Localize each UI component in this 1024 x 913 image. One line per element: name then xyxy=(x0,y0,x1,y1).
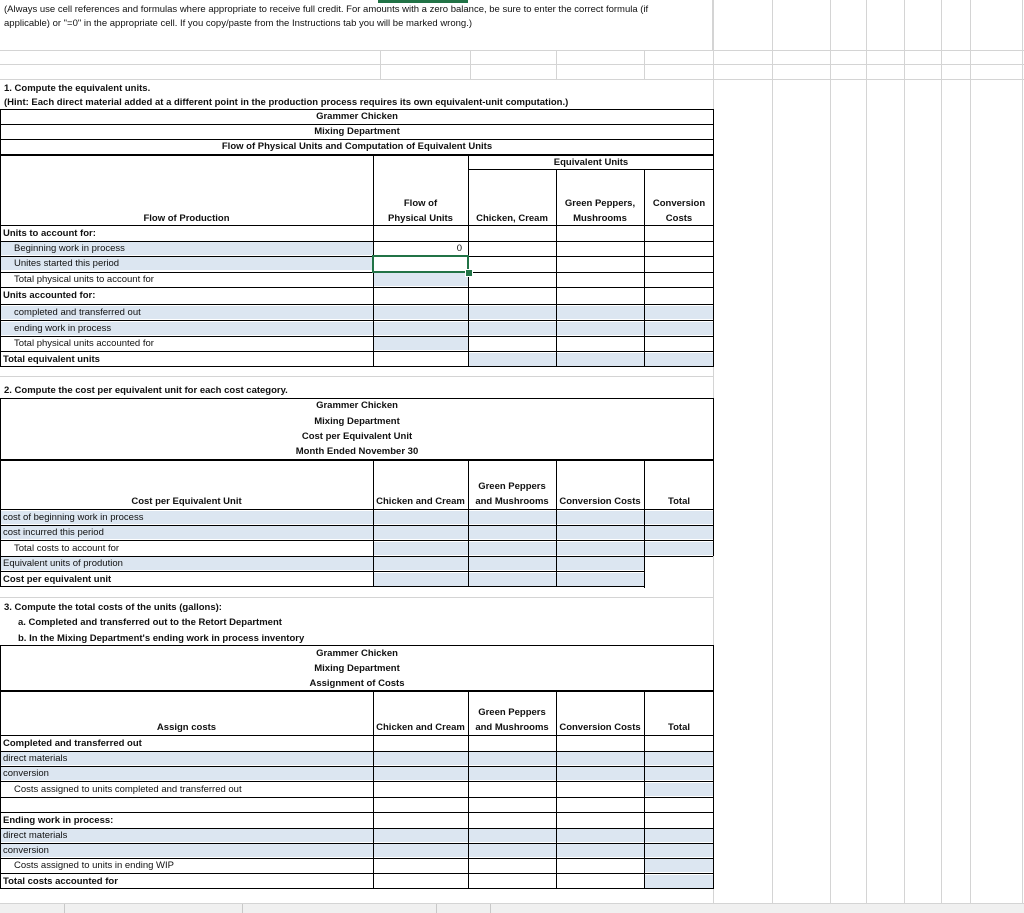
s3-sub-b: b. In the Mixing Department's ending work in process inventory xyxy=(18,633,305,644)
s3-col-green-1: Green Peppers xyxy=(478,707,546,718)
s1-cell-beginning-value[interactable]: 0 xyxy=(456,243,462,254)
s3-cell-cve-conv[interactable] xyxy=(557,844,644,857)
s2-cell-total-conv[interactable] xyxy=(557,542,644,555)
s1-heading: 1. Compute the equivalent units. xyxy=(4,83,151,94)
s3-row-assigned-ending: Costs assigned to units in ending WIP xyxy=(14,860,175,871)
s2-title: Cost per Equivalent Unit xyxy=(301,431,413,442)
s1-cell-total-phys-accounted[interactable] xyxy=(374,337,468,350)
s3-cell-assigned-ending-total[interactable] xyxy=(645,859,713,872)
s1-cell-ending-conv[interactable] xyxy=(645,322,713,335)
s1-col-conv-2: Costs xyxy=(665,213,693,224)
s2-row-total-costs: Total costs to account for xyxy=(14,543,120,554)
s2-cell-eq-conv[interactable] xyxy=(557,557,644,570)
s2-row-eq-units[interactable]: Equivalent units of prodution xyxy=(1,557,373,570)
s3-col-label: Assign costs xyxy=(156,722,217,733)
s3-col-chicken: Chicken and Cream xyxy=(376,722,465,733)
s2-col-chicken: Chicken and Cream xyxy=(376,496,465,507)
s1-row-total-eq: Total equivalent units xyxy=(3,354,100,365)
s2-row-incurred[interactable]: cost incurred this period xyxy=(1,526,373,539)
s3-title: Assignment of Costs xyxy=(309,678,405,689)
s3-col-conv: Conversion Costs xyxy=(559,722,641,733)
s2-cell-cpe-chicken[interactable] xyxy=(374,573,468,586)
s2-row-cost-per-eq: Cost per equivalent unit xyxy=(3,574,112,585)
s2-cell-total-green[interactable] xyxy=(469,542,556,555)
s1-row-total-accounted: Total physical units accounted for xyxy=(14,338,154,349)
s3-cell-cvc-total[interactable] xyxy=(645,767,713,780)
s2-cell-incurred-conv[interactable] xyxy=(557,526,644,539)
s2-col-conv: Conversion Costs xyxy=(559,496,641,507)
s1-hint: (Hint: Each direct material added at a different point in the production process requires its own equivalent-unit computation.) xyxy=(4,97,569,108)
s1-row-units-started[interactable]: Unites started this period xyxy=(1,257,373,270)
s3-cell-dme-chicken[interactable] xyxy=(374,829,468,842)
s2-col-label: Cost per Equivalent Unit xyxy=(131,496,242,507)
s3-row-conv-completed[interactable]: conversion xyxy=(1,767,373,780)
s3-row-dm-completed[interactable]: direct materials xyxy=(1,752,373,765)
s1-col-phys-1: Flow of xyxy=(403,198,438,209)
s3-cell-cve-green[interactable] xyxy=(469,844,556,857)
s3-col-total: Total xyxy=(668,722,690,733)
s1-col-green-2: Mushrooms xyxy=(573,213,627,224)
s1-row-beginning-wip[interactable]: Beginning work in process xyxy=(1,242,373,255)
s2-cell-begin-total[interactable] xyxy=(645,511,713,524)
instructions-box xyxy=(0,0,713,50)
s1-title: Flow of Physical Units and Computation of Equivalent Units xyxy=(221,141,493,152)
s2-cell-begin-chicken[interactable] xyxy=(374,511,468,524)
s2-cell-cpe-green[interactable] xyxy=(469,573,556,586)
s1-cell-total-eq-green[interactable] xyxy=(557,353,644,366)
s3-cell-cvc-green[interactable] xyxy=(469,767,556,780)
s2-row-beginning-cost[interactable]: cost of beginning work in process xyxy=(1,511,373,524)
s3-cell-cvc-chicken[interactable] xyxy=(374,767,468,780)
s3-cell-dme-total[interactable] xyxy=(645,829,713,842)
s1-col-flow: Flow of Production xyxy=(143,213,230,224)
s3-cell-dmc-green[interactable] xyxy=(469,752,556,765)
s1-row-units-to-account: Units to account for: xyxy=(3,228,96,239)
s2-heading: 2. Compute the cost per equivalent unit for each cost category. xyxy=(4,385,288,396)
s2-cell-eq-green[interactable] xyxy=(469,557,556,570)
s2-cell-begin-green[interactable] xyxy=(469,511,556,524)
fill-handle[interactable] xyxy=(465,269,473,277)
s3-row-ending: Ending work in process: xyxy=(3,815,114,826)
s3-cell-total-accounted[interactable] xyxy=(645,875,713,888)
s3-cell-dmc-conv[interactable] xyxy=(557,752,644,765)
s1-col-green-1: Green Peppers, xyxy=(564,198,636,209)
s3-company: Grammer Chicken xyxy=(316,648,398,659)
s3-cell-dme-green[interactable] xyxy=(469,829,556,842)
s1-col-conv-1: Conversion xyxy=(652,198,706,209)
s2-cell-total-chicken[interactable] xyxy=(374,542,468,555)
s1-cell-completed-conv[interactable] xyxy=(645,306,713,319)
s2-company: Grammer Chicken xyxy=(316,400,398,411)
s2-cell-incurred-total[interactable] xyxy=(645,526,713,539)
s3-heading: 3. Compute the total costs of the units (gallons): xyxy=(4,602,222,613)
selected-cell[interactable] xyxy=(372,255,469,273)
s1-col-chicken: Chicken, Cream xyxy=(476,213,548,224)
s3-row-conv-ending[interactable]: conversion xyxy=(1,844,373,857)
s1-cell-ending-chicken[interactable] xyxy=(469,322,556,335)
s1-row-units-accounted: Units accounted for: xyxy=(3,290,96,301)
s2-col-total: Total xyxy=(668,496,690,507)
s1-cell-completed-chicken[interactable] xyxy=(469,306,556,319)
s3-cell-dmc-total[interactable] xyxy=(645,752,713,765)
s1-eq-units-header: Equivalent Units xyxy=(553,157,629,168)
s2-cell-begin-conv[interactable] xyxy=(557,511,644,524)
s2-col-green-2: and Mushrooms xyxy=(475,496,549,507)
s3-row-dm-ending[interactable]: direct materials xyxy=(1,829,373,842)
s3-row-assigned-completed: Costs assigned to units completed and transferred out xyxy=(14,784,242,795)
s2-cell-incurred-chicken[interactable] xyxy=(374,526,468,539)
instructions-line-1: (Always use cell references and formulas where appropriate to receive full credit. For amounts with a zero balance, be sure to enter the correct formula (if xyxy=(4,4,649,15)
s3-col-green-2: and Mushrooms xyxy=(475,722,549,733)
instructions-line-2: applicable) or "=0" in the appropriate cell. If you copy/paste from the Instructions tab you will be marked wrong.) xyxy=(4,18,472,29)
s2-cell-cpe-conv[interactable] xyxy=(557,573,644,586)
s1-row-ending-wip[interactable]: ending work in process xyxy=(1,322,373,335)
s1-row-total-to-account: Total physical units to account for xyxy=(14,274,154,285)
s1-col-phys-2: Physical Units xyxy=(388,213,453,224)
s2-month: Month Ended November 30 xyxy=(295,446,419,457)
s1-cell-total-eq-conv[interactable] xyxy=(645,353,713,366)
s2-cell-total-total[interactable] xyxy=(645,542,713,555)
s2-cell-incurred-green[interactable] xyxy=(469,526,556,539)
s1-row-completed[interactable]: completed and transferred out xyxy=(1,306,373,319)
s3-row-total-accounted: Total costs accounted for xyxy=(3,876,118,887)
s3-cell-cvc-conv[interactable] xyxy=(557,767,644,780)
s1-cell-completed-phys[interactable] xyxy=(374,306,468,319)
s2-col-green-1: Green Peppers xyxy=(478,481,546,492)
s3-cell-dmc-chicken[interactable] xyxy=(374,752,468,765)
s1-cell-completed-green[interactable] xyxy=(557,306,644,319)
s2-cell-eq-chicken[interactable] xyxy=(374,557,468,570)
s1-company: Grammer Chicken xyxy=(316,111,398,122)
s3-cell-assigned-completed-total[interactable] xyxy=(645,783,713,796)
s1-cell-ending-phys[interactable] xyxy=(374,322,468,335)
s3-cell-cve-chicken[interactable] xyxy=(374,844,468,857)
s1-dept: Mixing Department xyxy=(314,126,400,137)
s3-row-completed: Completed and transferred out xyxy=(3,738,142,749)
s2-dept: Mixing Department xyxy=(314,416,400,427)
s3-cell-dme-conv[interactable] xyxy=(557,829,644,842)
s1-cell-total-phys-to-account[interactable] xyxy=(374,273,468,286)
s3-sub-a: a. Completed and transferred out to the Retort Department xyxy=(18,617,282,628)
s3-dept: Mixing Department xyxy=(314,663,400,674)
s1-cell-ending-green[interactable] xyxy=(557,322,644,335)
s1-cell-total-eq-chicken[interactable] xyxy=(469,353,556,366)
s3-cell-cve-total[interactable] xyxy=(645,844,713,857)
